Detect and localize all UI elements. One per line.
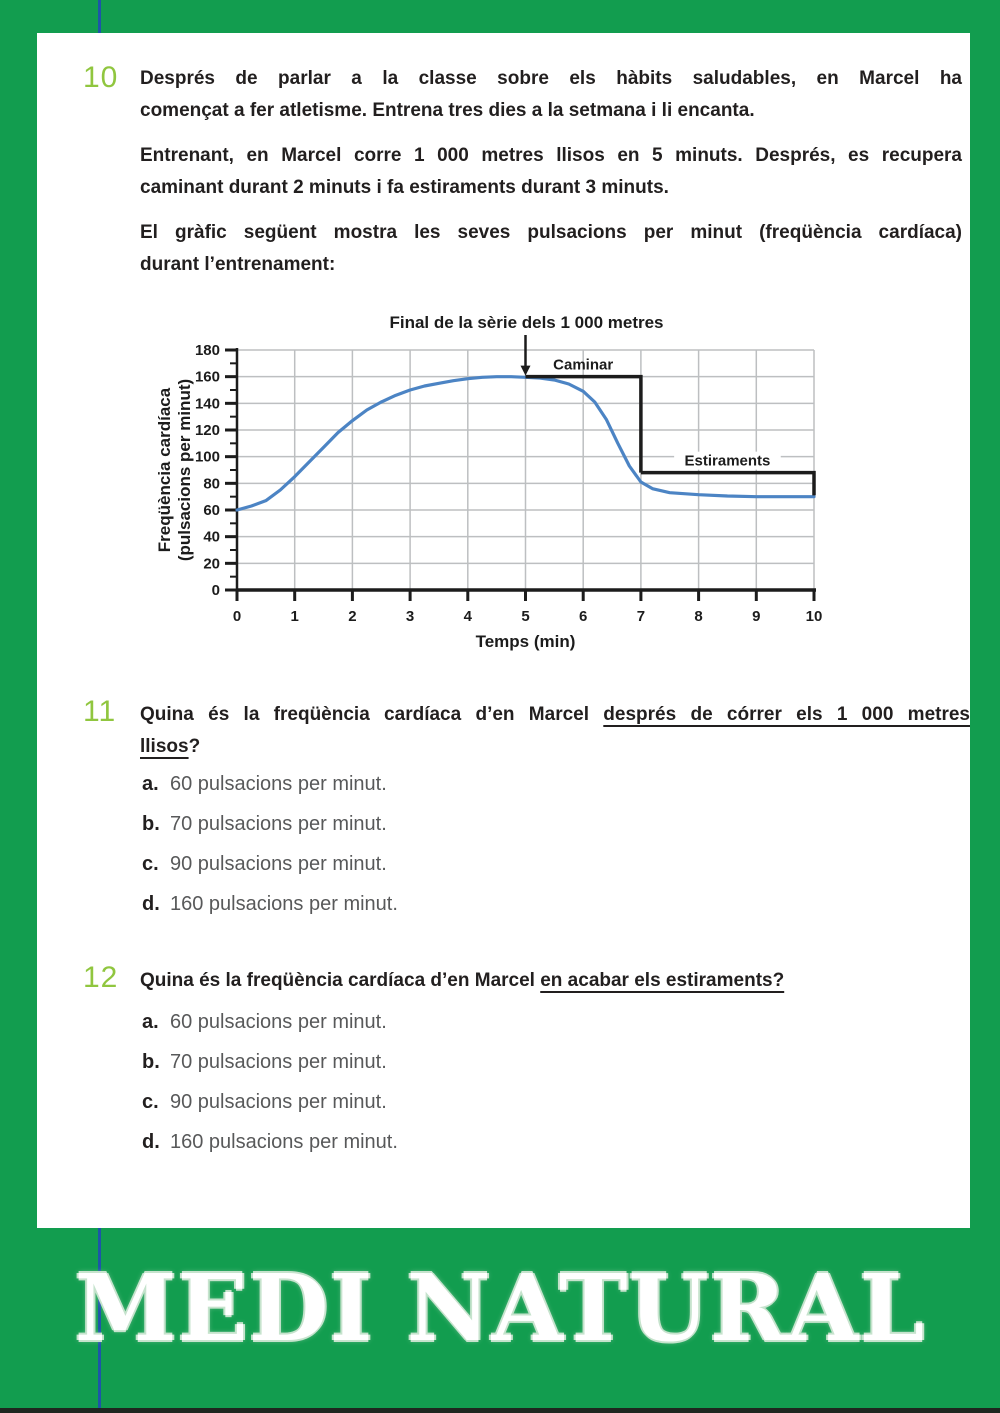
- option-text: 90 pulsacions per minut.: [170, 853, 387, 875]
- svg-text:8: 8: [694, 608, 703, 625]
- option-letter: d.: [142, 893, 160, 915]
- question-10-number: 10: [83, 61, 119, 94]
- svg-text:2: 2: [348, 608, 357, 625]
- svg-text:Estiraments: Estiraments: [684, 452, 771, 470]
- svg-text:40: 40: [203, 528, 220, 546]
- option-letter: b.: [142, 813, 160, 835]
- underlined-segment: després de córrer els 1 000 metres: [603, 704, 970, 725]
- option-text: 70 pulsacions per minut.: [170, 1051, 387, 1073]
- svg-text:7: 7: [636, 608, 646, 625]
- paragraph: [140, 217, 962, 281]
- svg-text:3: 3: [405, 608, 415, 625]
- heart-rate-chart: [155, 310, 880, 655]
- option-text: 60 pulsacions per minut.: [170, 1011, 387, 1033]
- svg-text:Freqüència cardíaca: Freqüència cardíaca: [155, 387, 174, 553]
- question-line: [140, 965, 970, 997]
- paragraph: [140, 63, 962, 127]
- option-letter: b.: [142, 1051, 160, 1073]
- svg-text:80: 80: [203, 475, 220, 493]
- option-text: 90 pulsacions per minut.: [170, 1091, 387, 1113]
- svg-text:0: 0: [211, 582, 220, 599]
- text-segment: ?: [188, 736, 201, 757]
- svg-text:6: 6: [579, 608, 588, 625]
- svg-text:160: 160: [194, 368, 220, 386]
- option-letter: a.: [142, 1011, 159, 1033]
- text-segment: Quina és la freqüència cardíaca d’en Marcel: [140, 970, 541, 991]
- option-letter: a.: [142, 773, 159, 795]
- svg-text:180: 180: [194, 342, 220, 359]
- question-12-number: 12: [83, 961, 119, 994]
- medi-natural-banner: MEDI NATURAL: [74, 1254, 926, 1362]
- svg-text:5: 5: [521, 608, 530, 625]
- paragraph: [140, 140, 962, 204]
- svg-text:9: 9: [752, 608, 761, 625]
- question-12-options: [142, 1011, 398, 1171]
- svg-text:20: 20: [203, 555, 220, 573]
- svg-text:Caminar: Caminar: [553, 356, 614, 374]
- svg-text:100: 100: [194, 448, 220, 466]
- question-line: [140, 731, 970, 763]
- answer-option[interactable]: [142, 1131, 398, 1153]
- option-letter: d.: [142, 1131, 160, 1153]
- underlined-segment: en acabar els estiraments?: [540, 970, 785, 991]
- question-line: [140, 699, 970, 731]
- svg-text:1: 1: [290, 608, 299, 625]
- svg-text:Temps (min): Temps (min): [475, 632, 576, 651]
- option-text: 70 pulsacions per minut.: [170, 813, 387, 835]
- option-text: 160 pulsacions per minut.: [170, 1131, 398, 1153]
- question-12-text: [140, 965, 970, 997]
- question-10-text: [140, 63, 962, 294]
- text-line: començat a fer atletisme. Entrena tres dies a la setmana i li encanta.: [140, 100, 755, 121]
- underlined-segment: llisos: [140, 736, 189, 757]
- text-line: El gràfic següent mostra les seves pulsacions per minut (freqüència cardíaca): [140, 222, 962, 243]
- svg-text:Final de la sèrie dels 1 000 m: Final de la sèrie dels 1 000 metres: [389, 313, 664, 332]
- bottom-edge: [0, 1408, 1000, 1413]
- svg-text:10: 10: [805, 608, 823, 625]
- answer-option[interactable]: [142, 1091, 398, 1113]
- svg-text:4: 4: [463, 608, 472, 625]
- answer-option[interactable]: [142, 893, 398, 915]
- option-text: 160 pulsacions per minut.: [170, 893, 398, 915]
- worksheet-page: [37, 33, 970, 1228]
- svg-text:(pulsacions per minut): (pulsacions per minut): [175, 378, 194, 562]
- question-11-text: [140, 699, 970, 763]
- text-segment: Quina és la freqüència cardíaca d’en Marcel: [140, 704, 604, 725]
- text-line: caminant durant 2 minuts i fa estiraments durant 3 minuts.: [140, 177, 669, 198]
- question-11-options: [142, 773, 398, 933]
- heart-rate-chart-svg: [155, 310, 880, 655]
- option-text: 60 pulsacions per minut.: [170, 773, 387, 795]
- svg-text:120: 120: [194, 422, 220, 439]
- answer-option[interactable]: [142, 773, 398, 795]
- option-letter: c.: [142, 1091, 159, 1113]
- answer-option[interactable]: [142, 853, 398, 875]
- text-line: Després de parlar a la classe sobre els hàbits saludables, en Marcel ha: [140, 68, 962, 89]
- answer-option[interactable]: [142, 813, 398, 835]
- answer-option[interactable]: [142, 1011, 398, 1033]
- svg-text:140: 140: [194, 395, 220, 413]
- svg-text:0: 0: [232, 608, 242, 625]
- text-line: durant l’entrenament:: [140, 254, 336, 275]
- answer-option[interactable]: [142, 1051, 398, 1073]
- option-letter: c.: [142, 853, 159, 875]
- question-11-number: 11: [83, 695, 117, 728]
- svg-text:60: 60: [203, 502, 220, 519]
- text-line: Entrenant, en Marcel corre 1 000 metres llisos en 5 minuts. Després, es recupera: [140, 145, 962, 166]
